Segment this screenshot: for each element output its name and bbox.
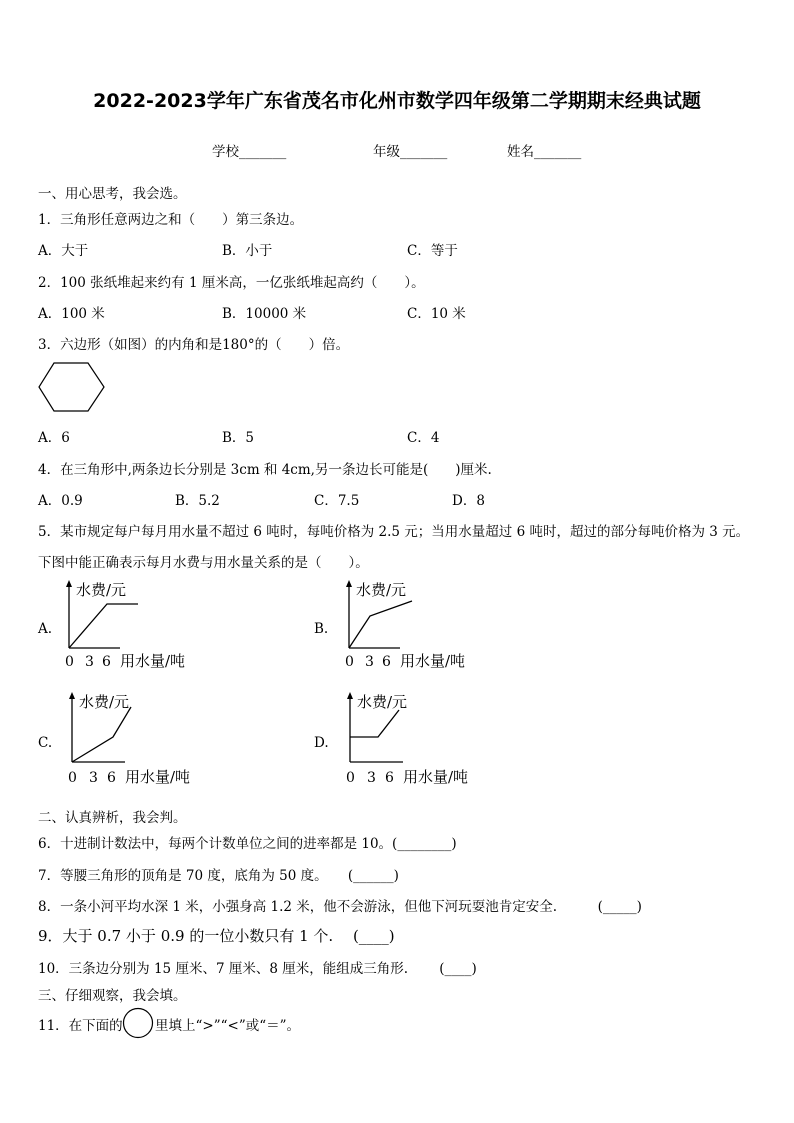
graph-b-tick-0: 0 [345, 654, 354, 670]
graph-a-xlabel: 用水量/吨 [120, 652, 186, 670]
section-heading-2: 二、认真辨析，我会判。 [38, 810, 187, 826]
question-1-option-b: B．小于 [222, 243, 273, 259]
graph-b-tick-6: 6 [382, 654, 391, 670]
graph-c-tick-6: 6 [107, 770, 116, 786]
question-4-option-d: D．8 [452, 493, 485, 509]
graph-a-tick-3: 3 [85, 654, 94, 670]
question-4-option-a: A．0.9 [38, 493, 83, 509]
graph-b-tick-3: 3 [365, 654, 374, 670]
graph-d-tick-0: 0 [346, 770, 355, 786]
graph-a-tick-0: 0 [65, 654, 74, 670]
graph-d-ylabel: 水费/元 [357, 693, 408, 711]
graph-b-ylabel: 水费/元 [356, 581, 407, 599]
hexagon-figure [38, 362, 106, 414]
question-5-stem-line-2: 下图中能正确表示每月水费与用水量关系的是（ ）。 [38, 555, 369, 571]
section-heading-3: 三、仔细观察，我会填。 [38, 988, 187, 1004]
question-1-stem: 1．三角形任意两边之和（ ）第三条边。 [38, 212, 304, 228]
section-heading-1: 一、用心思考，我会选。 [38, 186, 187, 202]
question-3-option-c: C．4 [407, 430, 440, 446]
question-5-option-a-label: A. [38, 621, 53, 637]
graph-c-ylabel: 水费/元 [79, 693, 130, 711]
graph-a-ylabel: 水费/元 [76, 581, 127, 599]
question-9: 9．大于 0.7 小于 0.9 的一位小数只有 1 个. (____) [38, 927, 395, 945]
question-3-option-a: A．6 [38, 430, 70, 446]
graph-c-tick-3: 3 [89, 770, 98, 786]
question-4-stem: 4．在三角形中,两条边长分别是 3cm 和 4cm,另一条边长可能是( )厘米. [38, 462, 492, 478]
question-2-option-b: B．10000 米 [222, 306, 307, 322]
name-field: 姓名_______ [507, 144, 582, 160]
school-field: 学校_______ [212, 144, 287, 160]
graph-d-xlabel: 用水量/吨 [403, 768, 469, 786]
question-5-option-b-label: B. [314, 621, 329, 637]
question-6: 6．十进制计数法中，每两个计数单位之间的进率都是 10。(________) [38, 836, 457, 852]
question-8: 8．一条小河平均水深 1 米，小强身高 1.2 米，他不会游泳，但他下河玩耍池肯定安全. (_____) [38, 899, 642, 915]
question-5-option-d-label: D. [314, 735, 329, 751]
question-3-option-b: B．5 [222, 430, 255, 446]
question-1-option-a: A．大于 [38, 243, 89, 259]
graph-option-b [340, 578, 490, 673]
question-1-option-c: C．等于 [407, 243, 458, 259]
question-10: 10．三条边分别为 15 厘米、7 厘米、8 厘米，能组成三角形. (____) [38, 961, 477, 977]
question-4-option-b: B．5.2 [175, 493, 220, 509]
question-11-prefix: 11．在下面的 [38, 1018, 123, 1034]
graph-option-c [63, 690, 213, 787]
graph-b-xlabel: 用水量/吨 [400, 652, 466, 670]
graph-d-tick-3: 3 [367, 770, 376, 786]
question-2-option-c: C．10 米 [407, 306, 466, 322]
grade-field: 年级_______ [373, 144, 448, 160]
graph-option-d [341, 690, 491, 787]
question-11-suffix: 里填上“>”“<”或“＝”。 [155, 1018, 301, 1034]
graph-c-tick-0: 0 [68, 770, 77, 786]
graph-c-xlabel: 用水量/吨 [125, 768, 191, 786]
question-5-option-c-label: C. [38, 735, 53, 751]
question-7: 7．等腰三角形的顶角是 70 度，底角为 50 度。 (______) [38, 868, 399, 884]
graph-d-tick-6: 6 [385, 770, 394, 786]
question-3-stem: 3．六边形（如图）的内角和是180°的（ ）倍。 [38, 337, 350, 353]
question-2-option-a: A．100 米 [38, 306, 105, 322]
graph-option-a [60, 578, 210, 673]
graph-a-tick-6: 6 [102, 654, 111, 670]
answer-circle [121, 1007, 155, 1039]
question-2-stem: 2．100 张纸堆起来约有 1 厘米高，一亿张纸堆起高约（ ）。 [38, 275, 425, 291]
page-title: 2022-2023学年广东省茂名市化州市数学四年级第二学期期末经典试题 [93, 90, 701, 112]
question-5-stem-line-1: 5．某市规定每户每月用水量不超过 6 吨时，每吨价格为 2.5 元；当用水量超过 6 吨时，超过的部分每吨价格为 3 元。 [38, 524, 750, 540]
question-4-option-c: C．7.5 [314, 493, 360, 509]
